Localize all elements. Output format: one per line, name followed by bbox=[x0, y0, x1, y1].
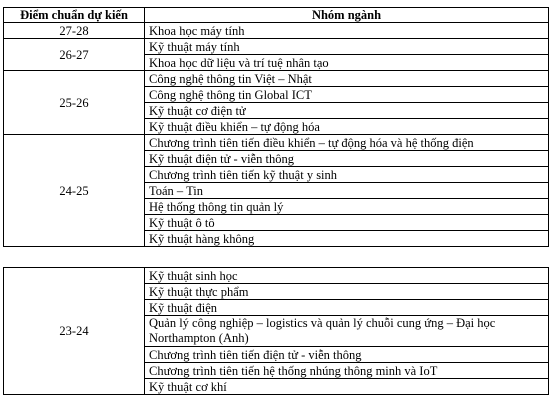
major-name-cell: Khoa học máy tính bbox=[145, 23, 549, 39]
major-column-header: Nhóm ngành bbox=[145, 8, 549, 23]
table-row bbox=[4, 268, 549, 284]
major-name-cell: Kỹ thuật ô tô bbox=[145, 215, 549, 231]
major-name-cell: Kỹ thuật hàng không bbox=[145, 231, 549, 247]
major-name-cell: Công nghệ thông tin Việt – Nhật bbox=[145, 71, 549, 87]
major-name-cell: Chương trình tiên tiến điều khiển – tự động hóa và hệ thống điện bbox=[145, 135, 549, 151]
score-range-cell: 24-25 bbox=[4, 135, 145, 247]
table-row bbox=[4, 135, 549, 151]
major-name-cell: Kỹ thuật điện bbox=[145, 300, 549, 316]
major-name-cell: Kỹ thuật điều khiển – tự động hóa bbox=[145, 119, 549, 135]
major-name-cell: Chương trình tiên tiến hệ thống nhúng thông minh và IoT bbox=[145, 363, 549, 379]
major-name-cell: Kỹ thuật cơ khí bbox=[145, 379, 549, 395]
major-name-cell: Khoa học dữ liệu và trí tuệ nhân tạo bbox=[145, 55, 549, 71]
table-row bbox=[4, 39, 549, 55]
table-row bbox=[4, 71, 549, 87]
major-name-cell: Quản lý công nghiệp – logistics và quản lý chuỗi cung ứng – Đại học Northampton (Anh) bbox=[145, 316, 549, 347]
major-name-cell: Kỹ thuật sinh học bbox=[145, 268, 549, 284]
table-header-row bbox=[4, 8, 549, 23]
major-name-cell: Kỹ thuật điện tử - viễn thông bbox=[145, 151, 549, 167]
score-range-cell: 25-26 bbox=[4, 71, 145, 135]
major-name-cell: Hệ thống thông tin quản lý bbox=[145, 199, 549, 215]
major-name-cell: Kỹ thuật máy tính bbox=[145, 39, 549, 55]
major-name-cell: Kỹ thuật cơ điện tử bbox=[145, 103, 549, 119]
major-name-cell: Toán – Tin bbox=[145, 183, 549, 199]
major-name-cell: Kỹ thuật thực phẩm bbox=[145, 284, 549, 300]
major-name-cell: Chương trình tiên tiến kỹ thuật y sinh bbox=[145, 167, 549, 183]
table-row bbox=[4, 23, 549, 39]
score-range-cell: 27-28 bbox=[4, 23, 145, 39]
score-table-part-2 bbox=[3, 267, 549, 395]
score-range-cell: 26-27 bbox=[4, 39, 145, 71]
major-name-cell: Chương trình tiên tiến điện tử - viễn thông bbox=[145, 347, 549, 363]
score-range-cell: 23-24 bbox=[4, 268, 145, 395]
score-column-header: Điểm chuẩn dự kiến bbox=[4, 8, 145, 23]
major-name-cell: Công nghệ thông tin Global ICT bbox=[145, 87, 549, 103]
score-table-part-1 bbox=[3, 7, 549, 247]
